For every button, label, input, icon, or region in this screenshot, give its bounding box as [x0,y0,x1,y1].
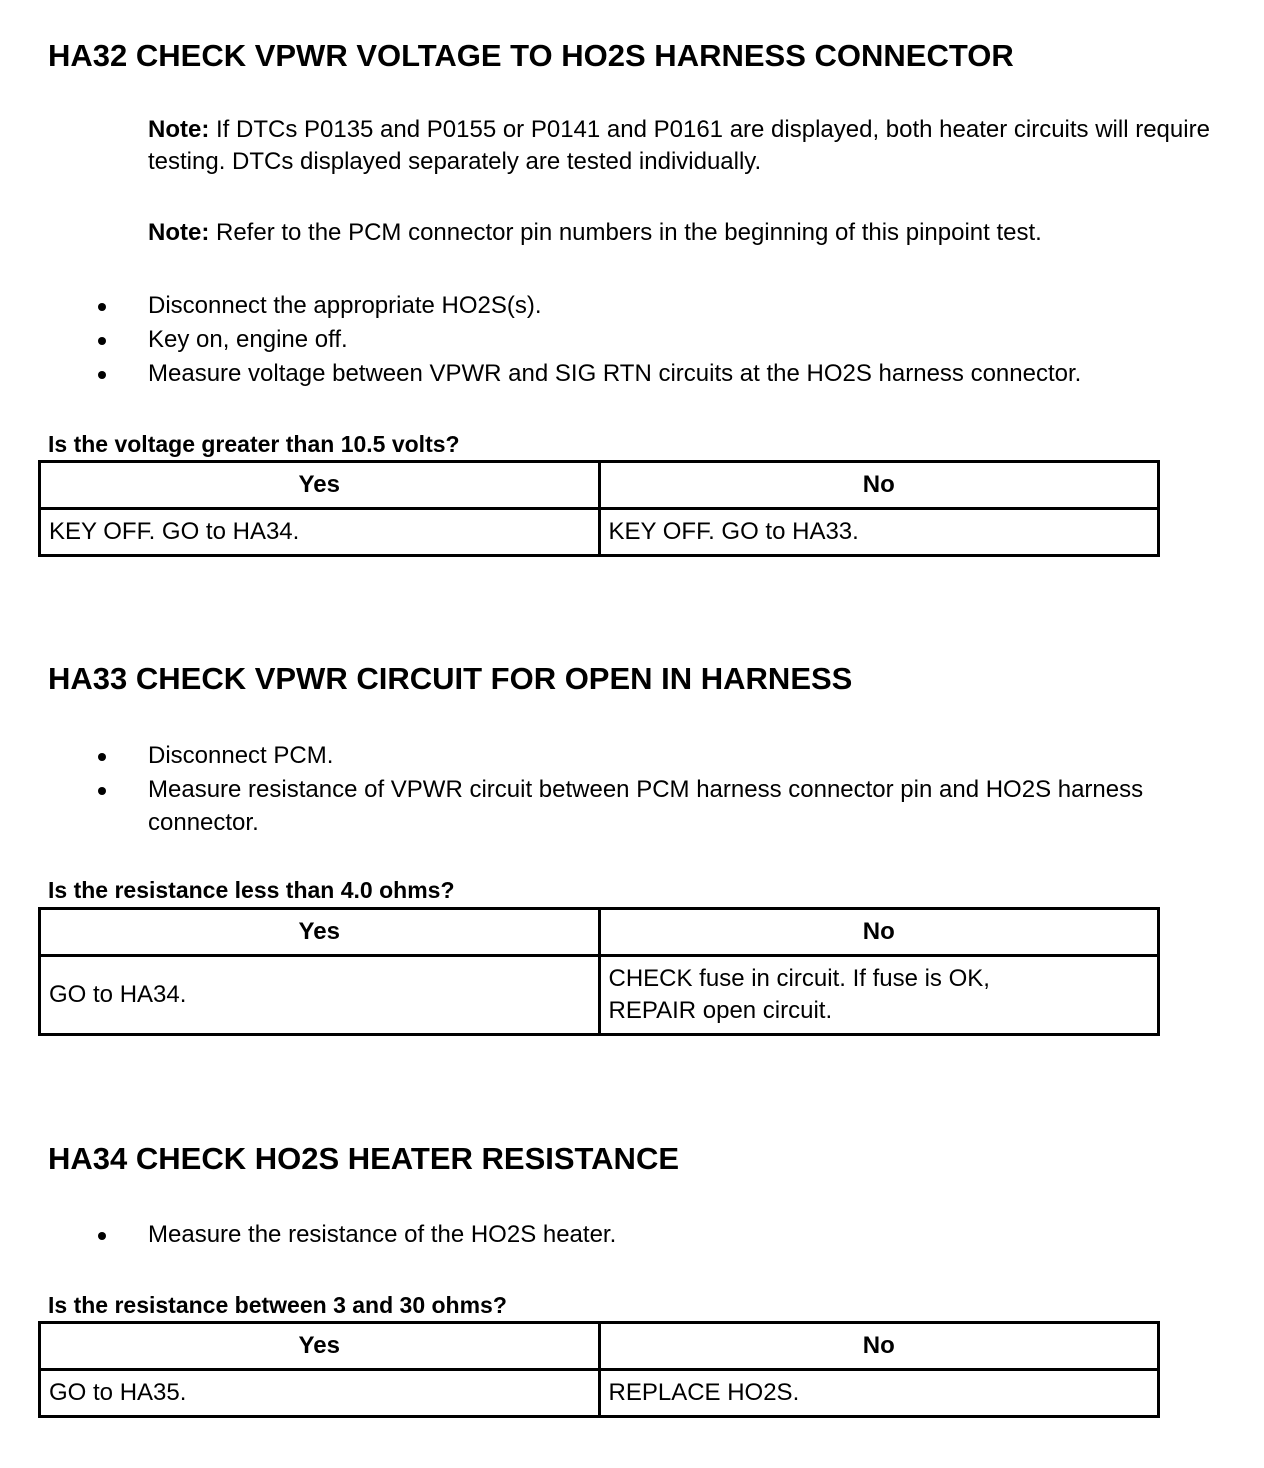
no-header: No [599,1323,1159,1370]
no-header: No [599,462,1159,509]
table-row [40,1370,1159,1417]
no-action: KEY OFF. GO to HA33. [599,509,1159,556]
note-pcm-connector [148,217,1248,249]
list-item: Measure voltage between VPWR and SIG RTN circuits at the HO2S harness connector. [0,357,1250,390]
note-text: Refer to the PCM connector pin numbers in the beginning of this pinpoint test. [209,219,1042,246]
yes-action: GO to HA35. [40,1370,600,1417]
decision-table-ha32 [38,460,1160,557]
note-label: Note: [148,116,210,143]
table-header-row [40,1323,1159,1370]
no-header: No [599,909,1159,956]
yes-action: GO to HA34. [40,956,600,1035]
step-list-ha34 [0,1218,1250,1252]
yes-header: Yes [40,1323,600,1370]
question-ha34: Is the resistance between 3 and 30 ohms? [48,1292,507,1318]
section-heading-ha32: HA32 CHECK VPWR VOLTAGE TO HO2S HARNESS CONNECTOR [48,38,1014,73]
no-action: CHECK fuse in circuit. If fuse is OK, REPAIR open circuit. [599,956,1159,1035]
table-row [40,956,1159,1035]
list-item: Disconnect PCM. [0,739,1250,772]
bullet-icon [98,337,106,345]
section-heading-ha33: HA33 CHECK VPWR CIRCUIT FOR OPEN IN HARNESS [48,661,853,696]
table-header-row [40,462,1159,509]
decision-table-ha33 [38,907,1160,1036]
yes-header: Yes [40,909,600,956]
no-action: REPLACE HO2S. [599,1370,1159,1417]
table-header-row [40,909,1159,956]
list-item: Disconnect the appropriate HO2S(s). [0,289,1250,322]
bullet-icon [98,371,106,379]
step-list-ha33 [0,739,1250,840]
note-dtc-testing [148,114,1248,178]
bullet-icon [98,787,106,795]
step-list-ha32 [0,289,1250,391]
list-item: Measure the resistance of the HO2S heater. [0,1218,1250,1251]
section-heading-ha34: HA34 CHECK HO2S HEATER RESISTANCE [48,1141,680,1176]
yes-header: Yes [40,462,600,509]
decision-table-ha34 [38,1321,1160,1418]
note-text: If DTCs P0135 and P0155 or P0141 and P0161 are displayed, both heater circuits will require testing. DTCs displayed separately are tested individually. [148,116,1210,175]
list-item: Key on, engine off. [0,323,1250,356]
table-row [40,509,1159,556]
bullet-icon [98,753,106,761]
yes-action: KEY OFF. GO to HA34. [40,509,600,556]
list-item: Measure resistance of VPWR circuit between PCM harness connector pin and HO2S harness connector. [0,773,1250,839]
note-label: Note: [148,219,210,246]
bullet-icon [98,1232,106,1240]
bullet-icon [98,303,106,311]
question-ha32: Is the voltage greater than 10.5 volts? [48,431,460,457]
question-ha33: Is the resistance less than 4.0 ohms? [48,877,455,903]
